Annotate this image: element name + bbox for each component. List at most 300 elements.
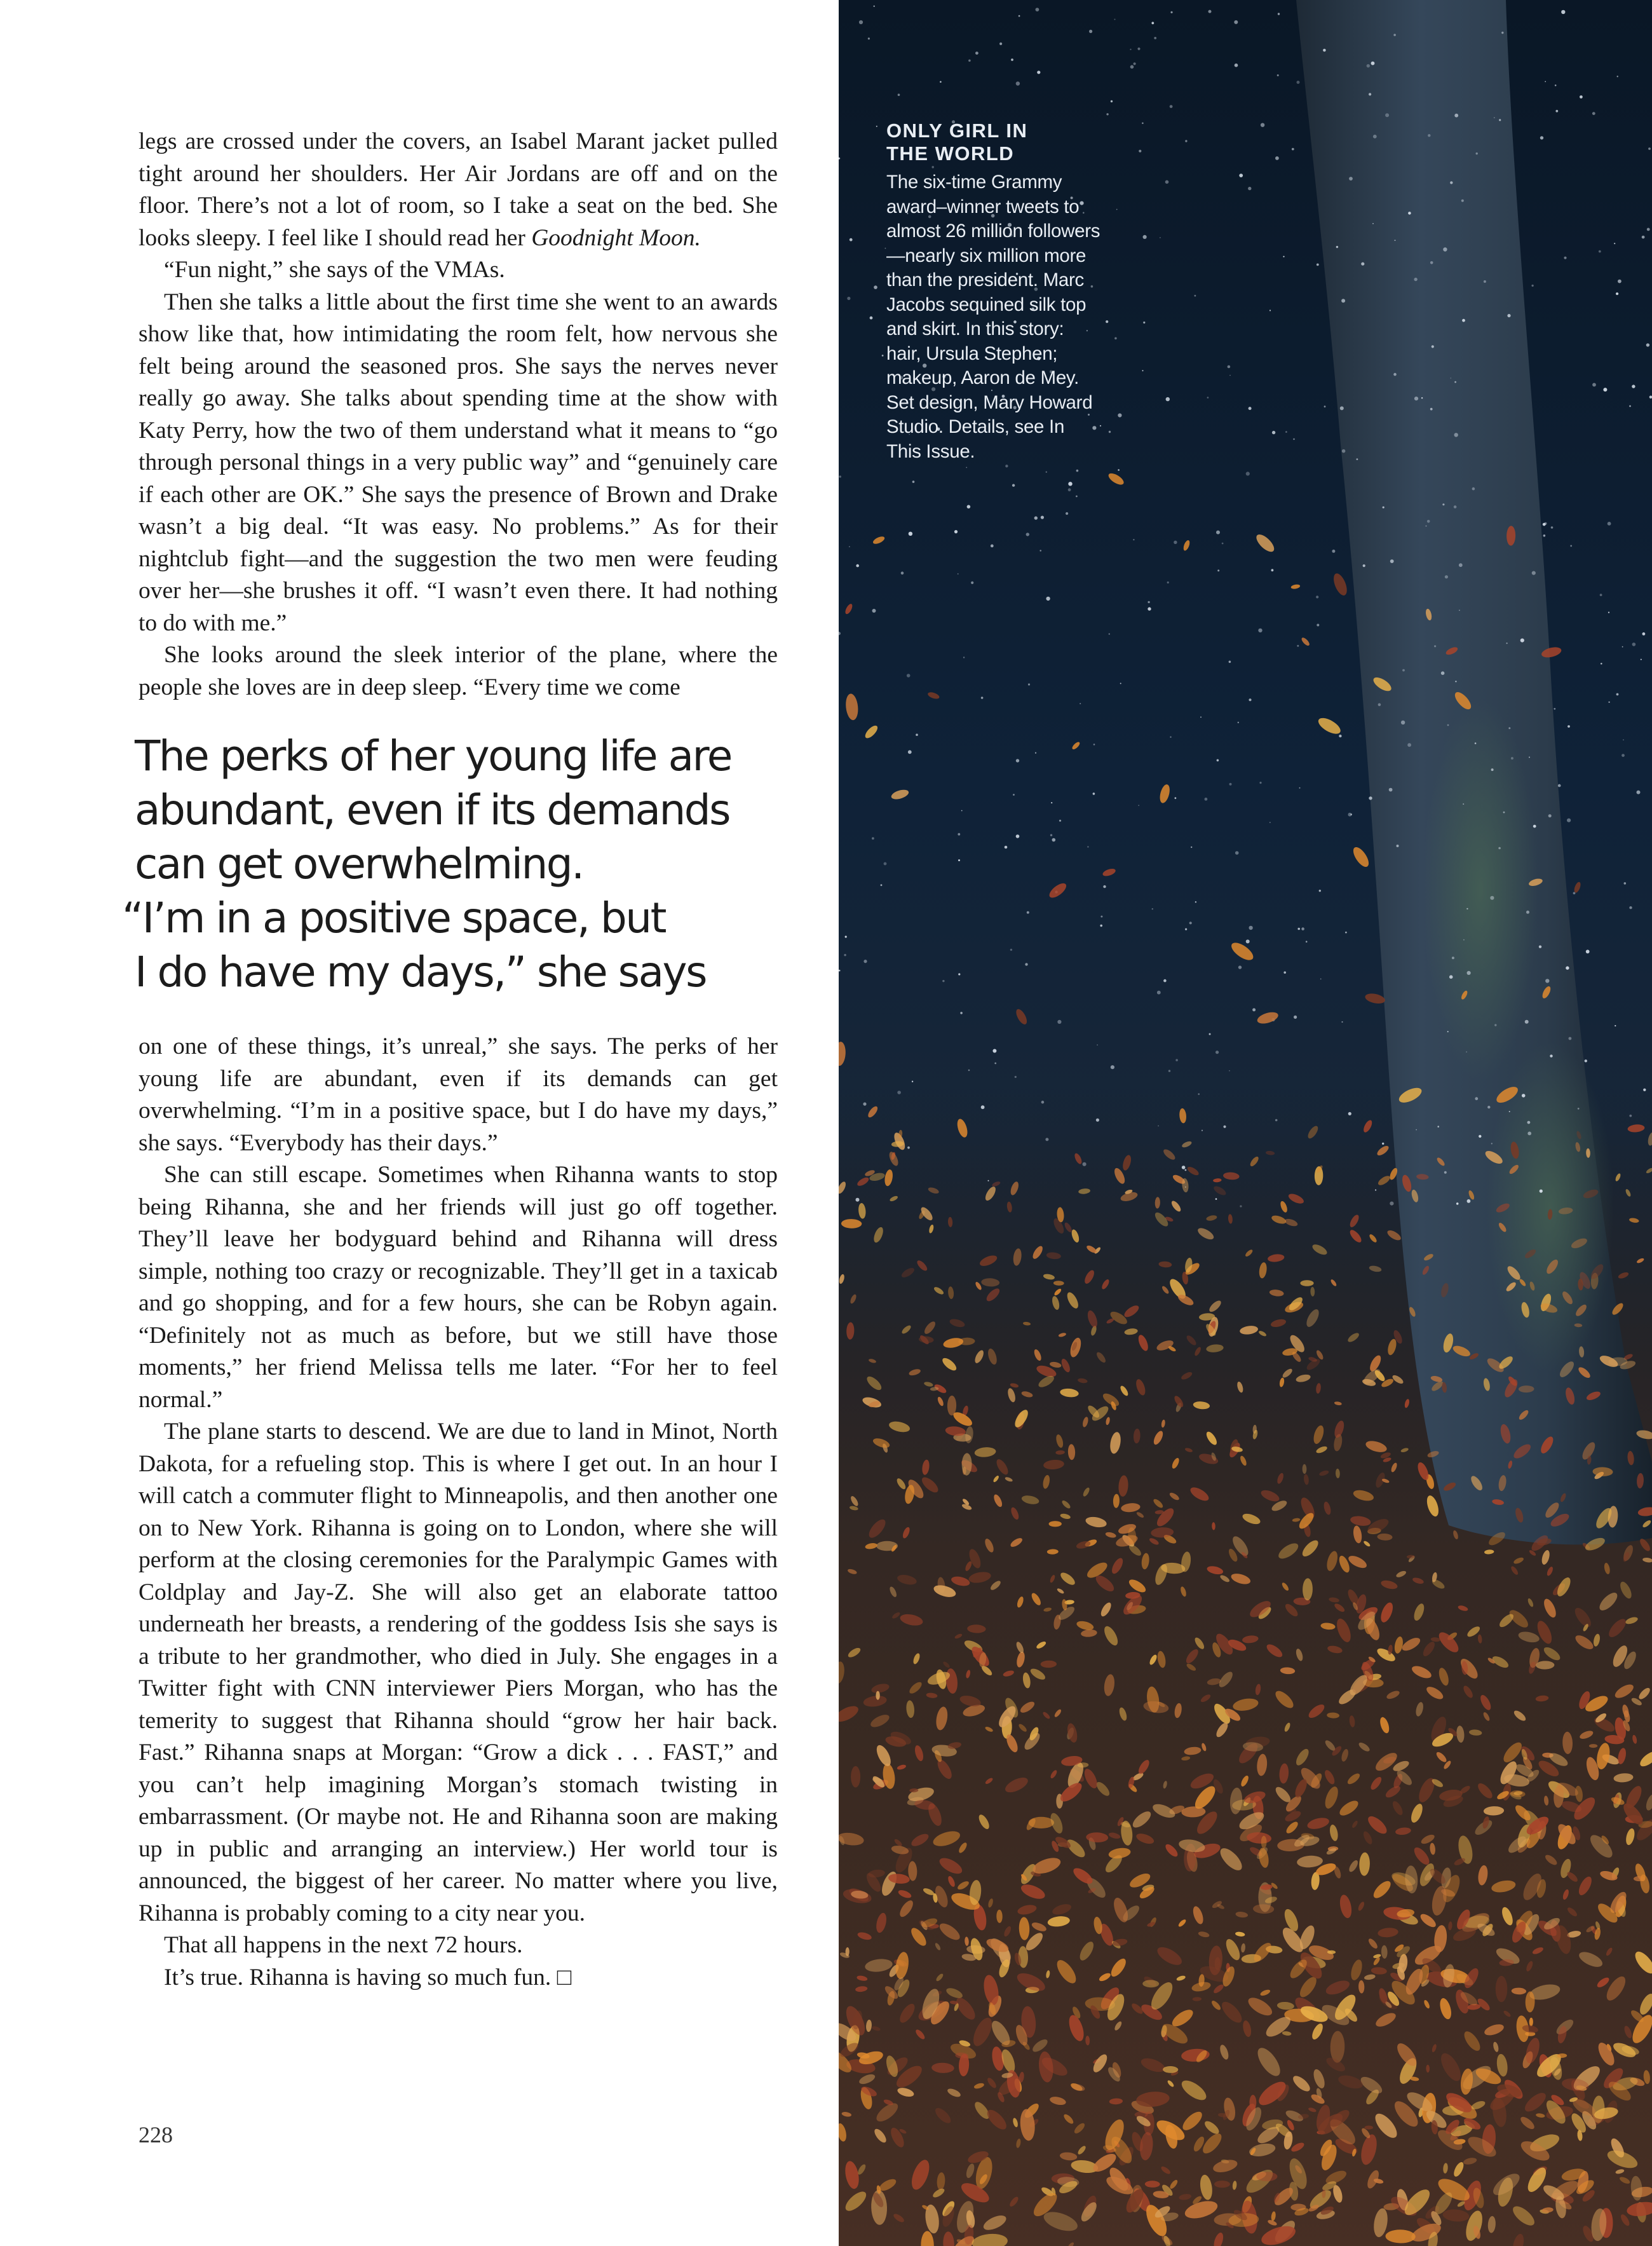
pull-quote-line: The perks of her young life are [135, 732, 731, 780]
snow-speck [1100, 925, 1102, 927]
snow-speck [1277, 74, 1279, 76]
snow-speck [1522, 1094, 1526, 1098]
snow-speck [1011, 58, 1013, 61]
snow-speck [1454, 505, 1457, 508]
snow-speck [1555, 110, 1558, 112]
snow-speck [1463, 939, 1465, 941]
leaf [1300, 1280, 1313, 1286]
snow-speck [1028, 683, 1030, 685]
snow-speck [994, 1063, 996, 1065]
snow-speck [1275, 1119, 1278, 1122]
snow-speck [1109, 431, 1111, 433]
snow-speck [1142, 370, 1144, 371]
snow-speck [1369, 796, 1372, 800]
snow-speck [1301, 927, 1304, 930]
leaf [1102, 868, 1116, 878]
snow-speck [1382, 1143, 1384, 1145]
snow-speck [1151, 22, 1154, 24]
snow-speck [1527, 1132, 1531, 1136]
snow-speck [1543, 534, 1546, 537]
leaf [1047, 881, 1069, 901]
snow-speck [1389, 788, 1393, 792]
snow-speck [1137, 48, 1140, 50]
leaf [1214, 2181, 1230, 2188]
snow-speck [1567, 725, 1570, 728]
snow-speck [1235, 851, 1239, 855]
snow-speck [1148, 601, 1149, 603]
snow-speck [1041, 516, 1044, 519]
leaf [876, 1691, 879, 1700]
snow-speck [1324, 405, 1326, 407]
article-paragraph: “Fun night,” she says of the VMAs. [164, 257, 505, 283]
snow-speck [1016, 759, 1019, 762]
snow-speck [992, 1049, 996, 1053]
snow-speck [1019, 15, 1020, 17]
snow-speck [1195, 295, 1196, 297]
snow-speck [1363, 564, 1365, 567]
snow-speck [1229, 661, 1231, 664]
snow-speck [859, 20, 863, 24]
snow-speck [1383, 507, 1385, 508]
snow-speck [849, 546, 850, 547]
snow-speck [1209, 1033, 1211, 1035]
snow-speck [1525, 1020, 1529, 1024]
snow-speck [839, 158, 840, 160]
snow-speck [1637, 791, 1641, 794]
snow-speck [1093, 793, 1095, 795]
snow-speck [1198, 1093, 1200, 1095]
pull-quote-line: “I’m in a positive space, but [122, 894, 666, 943]
snow-speck [1375, 1189, 1376, 1190]
snow-speck [898, 93, 900, 96]
snow-speck [1096, 1119, 1099, 1122]
snow-speck [1490, 896, 1494, 900]
snow-speck [1472, 487, 1475, 491]
snow-speck [1592, 383, 1596, 387]
snow-speck [1454, 381, 1456, 383]
snow-speck [1269, 310, 1271, 311]
snow-speck [1185, 929, 1187, 930]
snow-speck [1649, 396, 1652, 399]
snow-speck [1401, 721, 1405, 725]
snow-speck [1393, 34, 1396, 36]
snow-speck [1393, 373, 1397, 376]
snow-speck [1462, 319, 1465, 322]
snow-speck [1215, 1198, 1217, 1200]
snow-speck [1174, 541, 1177, 544]
leaf [1364, 2126, 1373, 2130]
snow-speck [882, 355, 884, 357]
snow-speck [1316, 596, 1318, 598]
snow-speck [1170, 105, 1173, 108]
snow-speck [907, 1147, 910, 1149]
snow-speck [1349, 177, 1353, 180]
leaf [1071, 741, 1081, 751]
article-paragraph: She looks around the sleek interior of the plane, where the people she loves are in deep sleep. “Every time we come [139, 642, 778, 700]
snow-speck [1608, 612, 1609, 613]
snow-speck [1385, 113, 1389, 117]
snow-speck [1580, 95, 1583, 99]
snow-speck [1026, 533, 1029, 536]
snow-speck [1261, 123, 1264, 127]
snow-speck [1373, 135, 1377, 139]
snow-speck [847, 297, 850, 300]
snow-speck [916, 733, 918, 736]
snow-speck [1508, 727, 1510, 729]
snow-speck [1068, 482, 1072, 486]
snow-speck [1390, 1202, 1393, 1206]
leaf [1158, 784, 1172, 805]
snow-speck [1632, 385, 1635, 388]
snow-speck [1332, 550, 1335, 553]
snow-speck [856, 1198, 860, 1202]
snow-speck [1629, 405, 1631, 407]
snow-speck [1390, 559, 1394, 563]
snow-speck [1608, 702, 1609, 703]
snow-speck [1238, 722, 1239, 723]
snow-speck [1239, 174, 1243, 177]
leaf [1573, 881, 1582, 893]
snow-speck [912, 480, 915, 483]
pull-quote [122, 729, 778, 999]
snow-speck [1444, 1171, 1447, 1174]
snow-speck [907, 674, 911, 677]
snow-speck [1357, 458, 1358, 460]
snow-speck [1467, 971, 1471, 975]
snow-speck [1087, 846, 1088, 847]
snow-speck [1361, 262, 1364, 266]
snow-speck [1223, 1126, 1226, 1128]
snow-speck [1578, 1108, 1580, 1110]
snow-speck [1297, 81, 1300, 84]
snow-speck [1097, 1044, 1098, 1045]
snow-speck [1551, 526, 1554, 529]
snow-speck [1414, 278, 1417, 281]
snow-speck [1317, 624, 1319, 627]
snow-speck [1157, 991, 1161, 995]
snow-speck [1459, 609, 1460, 611]
snow-speck [912, 1081, 913, 1082]
snow-speck [1272, 431, 1275, 434]
snow-speck [1278, 13, 1280, 15]
snow-speck [870, 316, 873, 320]
snow-speck [1454, 433, 1458, 437]
snow-speck [1540, 1190, 1543, 1193]
leaf [1316, 715, 1343, 737]
snow-speck [1066, 512, 1068, 515]
snow-speck [874, 6, 875, 7]
snow-speck [1459, 563, 1463, 567]
snow-speck [1205, 798, 1208, 801]
snow-speck [1616, 693, 1619, 696]
snow-speck [975, 51, 978, 55]
snow-speck [1466, 1051, 1467, 1052]
snow-speck [971, 582, 973, 584]
snow-speck [1012, 484, 1015, 487]
snow-speck [1432, 345, 1434, 348]
snow-speck [1016, 81, 1020, 85]
snow-speck [1507, 314, 1510, 317]
snow-speck [1342, 449, 1346, 453]
snow-speck [1185, 140, 1187, 142]
snow-speck [1134, 62, 1136, 65]
snow-speck [963, 657, 965, 658]
snow-speck [1341, 1021, 1343, 1023]
snow-speck [1106, 113, 1108, 115]
snow-speck [1283, 971, 1286, 974]
snow-speck [1570, 545, 1572, 547]
snow-speck [1052, 838, 1056, 842]
snow-speck [958, 859, 960, 861]
snow-speck [1118, 469, 1120, 471]
snow-speck [1428, 134, 1430, 137]
snow-speck [999, 43, 1002, 45]
snow-speck [1622, 646, 1623, 648]
snow-speck [1294, 1016, 1297, 1019]
snow-speck [1293, 439, 1295, 440]
snow-speck [1526, 911, 1529, 914]
snow-speck [1641, 659, 1642, 660]
snow-speck [1051, 802, 1052, 803]
snow-speck [1378, 704, 1381, 707]
snow-speck [1036, 8, 1039, 11]
photo-caption [886, 119, 1102, 464]
snow-speck [1320, 979, 1322, 980]
snow-speck [1441, 671, 1445, 675]
snow-speck [1130, 49, 1131, 50]
snow-speck [1037, 71, 1040, 74]
leaf [1256, 2172, 1277, 2181]
snow-speck [1059, 820, 1061, 822]
snow-speck [1351, 813, 1352, 815]
snow-speck [1603, 388, 1607, 391]
snow-speck [1143, 322, 1145, 323]
snow-speck [1622, 754, 1625, 757]
snow-speck [1120, 683, 1121, 684]
snow-speck [1339, 735, 1341, 737]
snow-speck [1617, 76, 1618, 77]
snow-speck [1228, 365, 1231, 369]
snow-speck [1341, 299, 1345, 303]
snow-speck [1564, 257, 1566, 259]
snow-speck [1367, 64, 1370, 67]
snow-speck [1648, 147, 1651, 150]
snow-speck [1491, 1143, 1493, 1144]
article-paragraph: on one of these things, it’s unreal,” she says. The perks of her young life are abundant, even if its demands can get overwhelming. “I’m in a positive space, but I do have my days,” she says. “Everybody has their days.” [139, 1033, 778, 1156]
snow-speck [1046, 472, 1047, 473]
snow-speck [1283, 256, 1284, 257]
snow-speck [1533, 825, 1536, 828]
snow-speck [1089, 30, 1092, 33]
snow-speck [1252, 1008, 1256, 1011]
snow-speck [1372, 223, 1374, 224]
snow-speck [1369, 93, 1371, 95]
snow-speck [1163, 979, 1167, 983]
snow-speck [1285, 431, 1287, 433]
article-closing-paragraph: It’s true. Rihanna is having so much fun. □ [164, 1964, 572, 1991]
snow-speck [1170, 737, 1171, 738]
snow-speck [958, 833, 960, 836]
snow-speck [1050, 834, 1052, 836]
leaf [1290, 584, 1301, 590]
snow-speck [1319, 890, 1321, 892]
snow-speck [1475, 742, 1477, 744]
leaf [872, 535, 885, 545]
snow-speck [981, 697, 984, 699]
snow-speck [1148, 607, 1151, 610]
snow-speck [1511, 757, 1513, 759]
snow-speck [1114, 337, 1117, 340]
snow-speck [1143, 235, 1147, 239]
snow-speck [1427, 520, 1430, 523]
snow-speck [1229, 1070, 1230, 1072]
snow-speck [1550, 1054, 1552, 1057]
snow-speck [1476, 153, 1478, 154]
snow-speck [1601, 663, 1602, 665]
snow-speck [1532, 571, 1536, 575]
snow-speck [1561, 10, 1565, 14]
snow-speck [960, 1012, 963, 1014]
snow-speck [1005, 846, 1008, 849]
snow-speck [1491, 768, 1494, 771]
snow-speck [1540, 136, 1543, 139]
snow-speck [850, 238, 853, 242]
snow-speck [1421, 397, 1423, 398]
snow-speck [884, 862, 887, 866]
snow-speck [1445, 575, 1448, 578]
snow-speck [1170, 11, 1172, 13]
snow-speck [845, 936, 847, 937]
book-title: Goodnight Moon. [531, 224, 701, 251]
leaf [844, 693, 859, 721]
snow-speck [1235, 64, 1238, 67]
snow-speck [1608, 522, 1611, 526]
snow-speck [1642, 236, 1645, 239]
snow-speck [1455, 681, 1456, 682]
snow-speck [1643, 1089, 1646, 1091]
snow-speck [1499, 119, 1501, 121]
leaf [927, 691, 940, 700]
snow-speck [1013, 794, 1015, 796]
article-paragraph: legs are crossed under the covers, an Isabel Marant jacket pulled tight around her shoulders. Her Air Jordans are off and on the floor. There’s not a lot of room, so I take a seat on the bed. She looks sleepy. I feel like I should read her Goodnight Moon. [139, 128, 778, 251]
snow-speck [1646, 343, 1649, 346]
snow-speck [1647, 228, 1650, 231]
snow-speck [954, 530, 958, 533]
snow-speck [1222, 543, 1224, 545]
snow-speck [1093, 744, 1095, 745]
snow-speck [1632, 643, 1636, 646]
leaf [1364, 992, 1386, 1005]
leaf [1589, 1744, 1597, 1748]
snow-speck [1642, 632, 1646, 636]
snow-speck [1175, 797, 1177, 799]
snow-speck [1168, 1070, 1170, 1072]
snow-speck [1586, 949, 1590, 953]
snow-speck [1397, 845, 1399, 847]
snow-speck [1569, 1037, 1572, 1040]
snow-speck [844, 954, 846, 956]
snow-speck [1467, 1199, 1471, 1203]
snow-speck [1548, 814, 1552, 817]
snow-speck [1506, 643, 1508, 644]
leaf [863, 724, 880, 740]
snow-speck [1165, 180, 1169, 184]
snow-speck [967, 505, 971, 509]
snow-speck [1520, 639, 1524, 643]
leaf [851, 1766, 860, 1788]
snow-speck [1443, 247, 1447, 251]
snow-speck [966, 467, 967, 468]
snow-speck [1599, 250, 1601, 253]
snow-speck [1216, 531, 1220, 534]
snow-speck [1217, 569, 1219, 571]
snow-speck [1624, 882, 1627, 885]
snow-speck [1175, 1059, 1178, 1061]
snow-speck [1623, 739, 1624, 740]
snow-speck [1182, 1166, 1186, 1169]
snow-speck [1566, 966, 1569, 969]
snow-speck [1531, 285, 1533, 287]
snow-speck [1614, 243, 1615, 244]
leaf [1256, 1010, 1280, 1026]
snow-speck [981, 1105, 985, 1109]
snow-speck [1116, 209, 1118, 210]
snow-speck [940, 81, 942, 83]
snow-speck [1558, 784, 1561, 787]
snow-speck [901, 571, 904, 575]
snow-speck [1501, 32, 1503, 34]
snow-speck [1142, 123, 1144, 125]
snow-speck [1618, 280, 1622, 283]
snow-speck [1167, 582, 1169, 583]
snow-speck [1297, 928, 1300, 930]
snow-speck [1539, 946, 1541, 948]
snow-speck [863, 1103, 866, 1106]
leaf [1182, 540, 1191, 552]
snow-speck [958, 573, 959, 575]
snow-speck [1034, 516, 1038, 519]
snow-speck [1402, 669, 1405, 672]
snow-speck [1027, 911, 1029, 914]
snow-speck [1430, 408, 1433, 411]
snow-speck [1317, 264, 1319, 266]
snow-speck [1025, 963, 1027, 965]
leaf [890, 788, 910, 801]
snow-speck [1229, 783, 1232, 786]
moss-patch [1423, 699, 1538, 1080]
snow-speck [1080, 703, 1081, 704]
snow-speck [1555, 85, 1557, 86]
snow-speck [1076, 470, 1079, 472]
snow-speck [1529, 757, 1530, 758]
snow-speck [1249, 698, 1251, 701]
snow-speck [1249, 926, 1252, 930]
snow-speck [1451, 378, 1452, 379]
snow-speck [1509, 1111, 1510, 1112]
snow-speck [1585, 1059, 1587, 1062]
snow-speck [1152, 908, 1153, 909]
snow-speck [1434, 645, 1436, 647]
snow-speck [1130, 65, 1134, 69]
snow-speck [1035, 752, 1036, 754]
snow-speck [1248, 187, 1251, 190]
snow-speck [1494, 1024, 1496, 1026]
snow-speck [1629, 1115, 1632, 1117]
snow-speck [1118, 413, 1121, 417]
snow-speck [1005, 465, 1008, 467]
snow-speck [1238, 965, 1242, 969]
leaf [1107, 471, 1126, 487]
